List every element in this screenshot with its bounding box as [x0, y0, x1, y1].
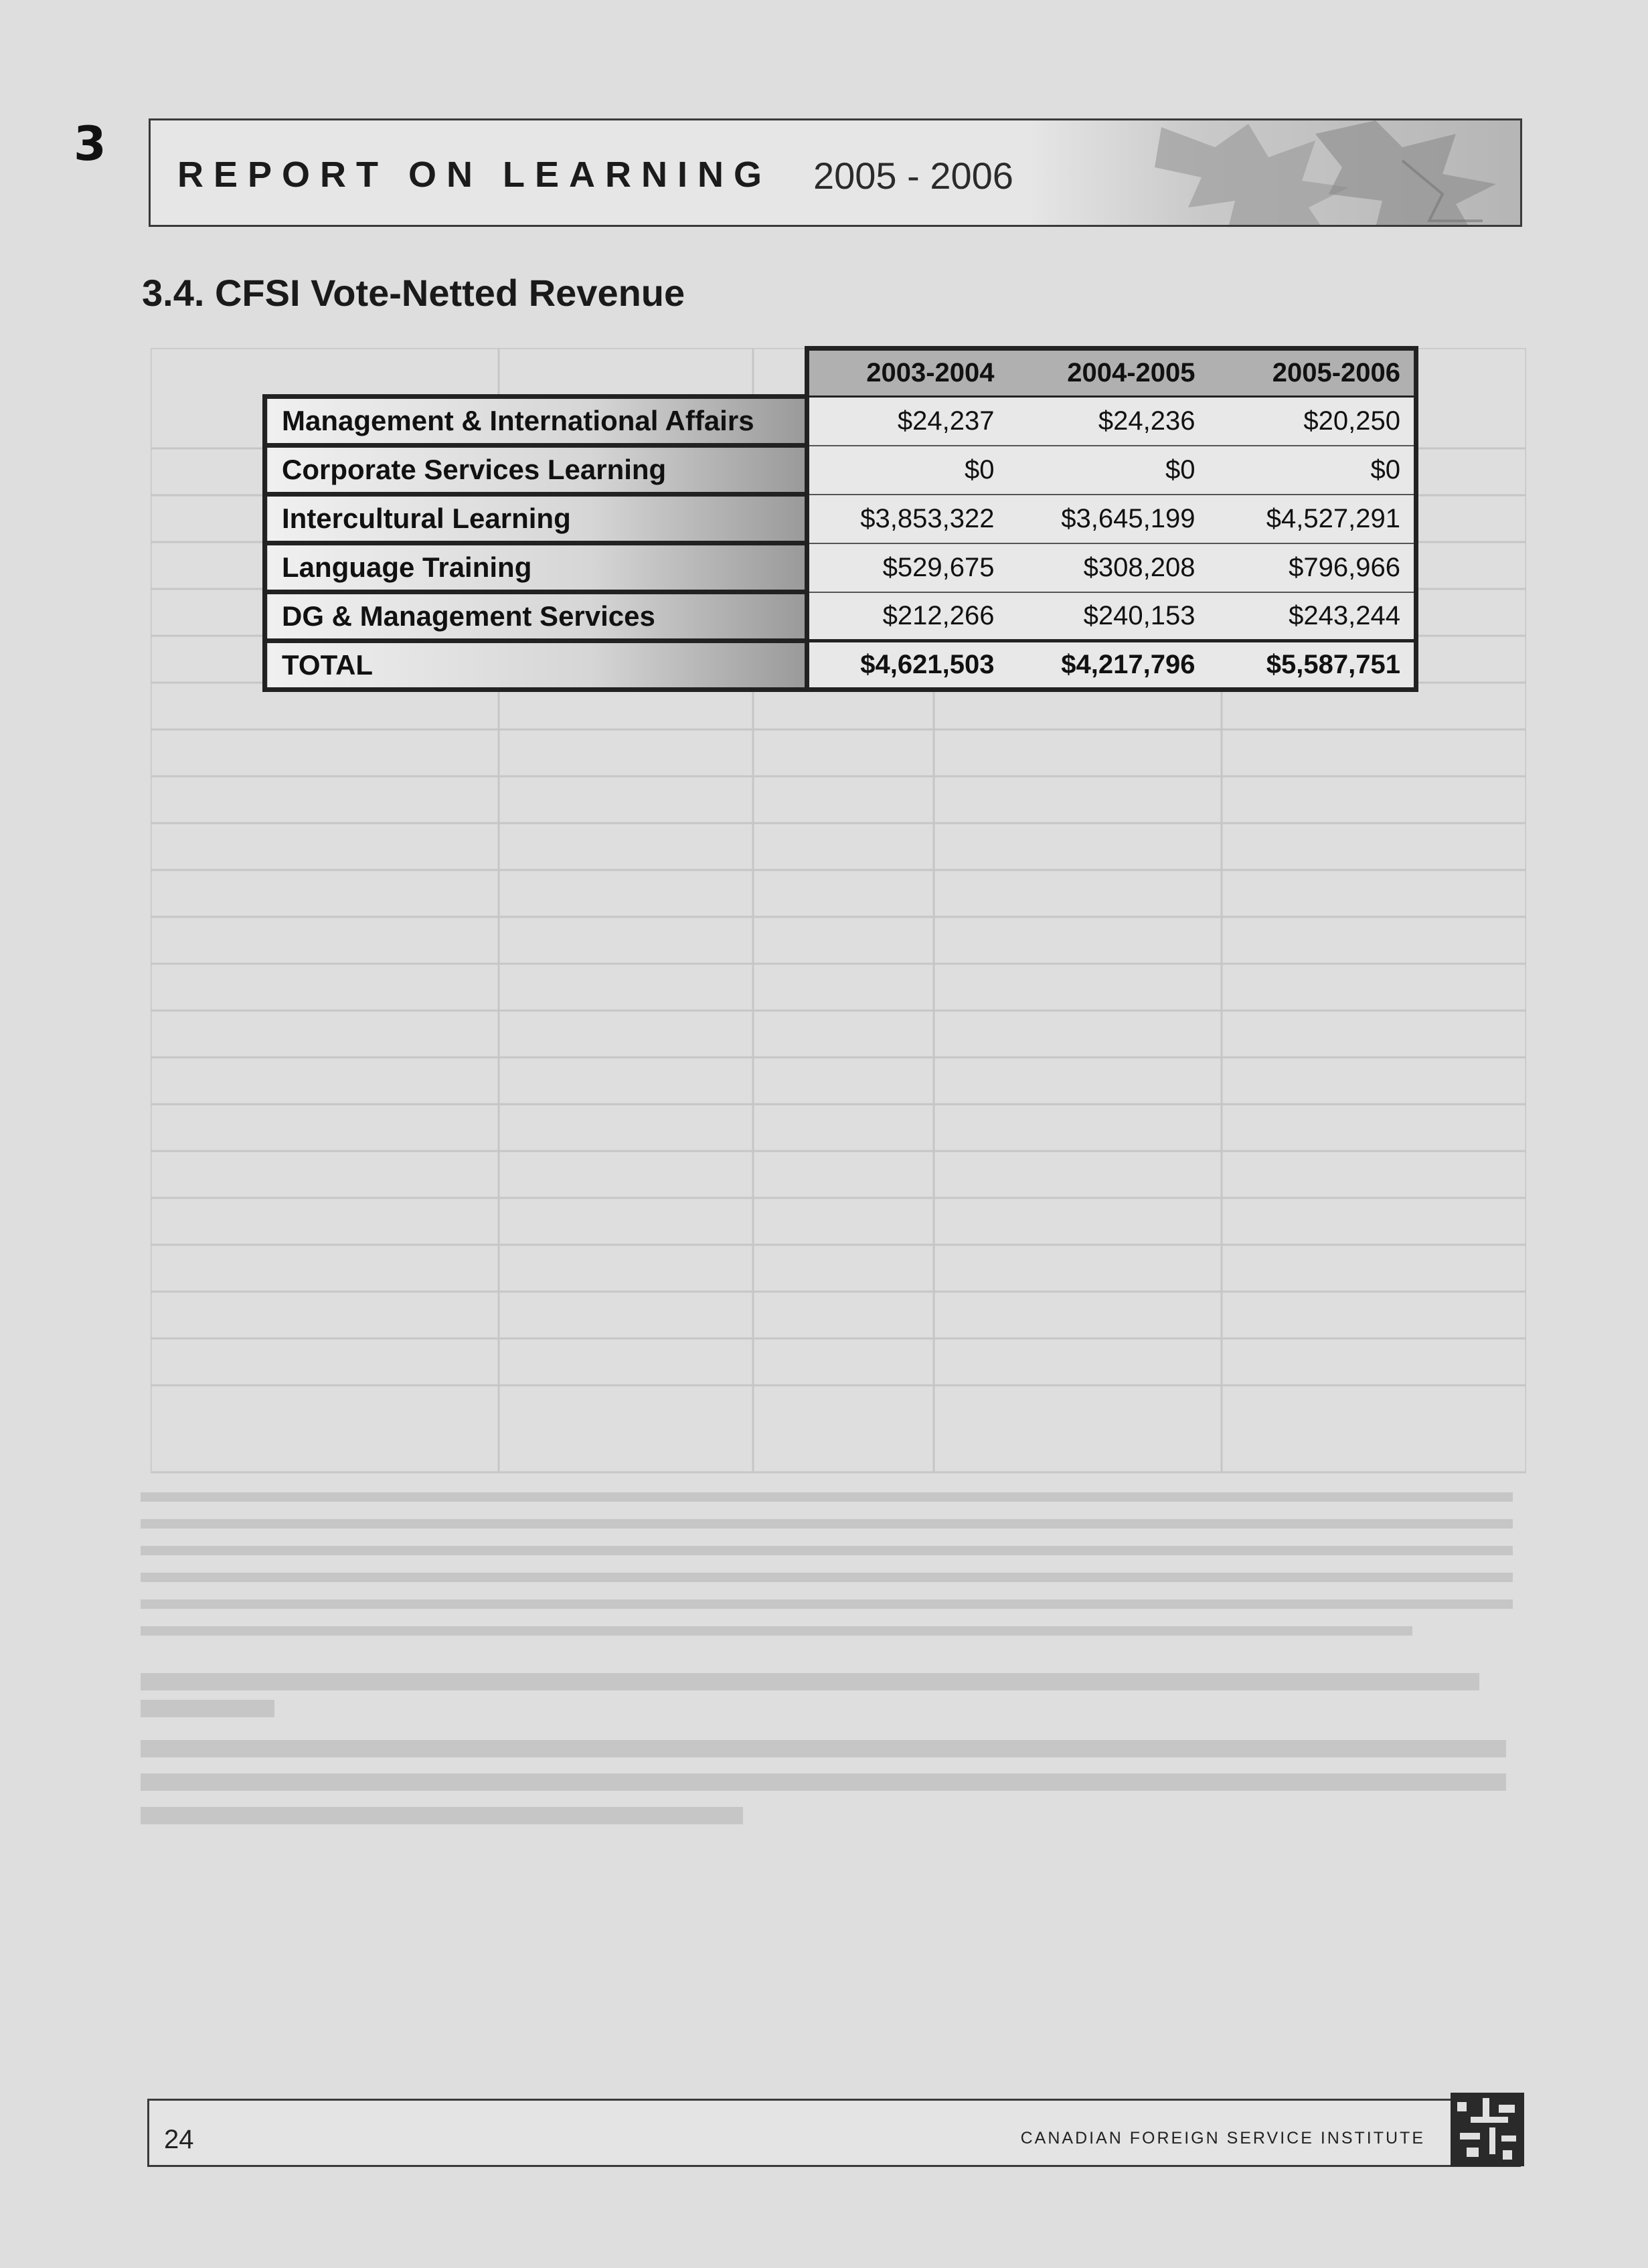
table-cell: $308,208 [1008, 543, 1209, 592]
table-cell: $24,236 [1008, 397, 1209, 446]
table-cell: $20,250 [1209, 397, 1416, 446]
cfsi-logo-icon [1451, 2093, 1524, 2166]
table-cell: $212,266 [807, 592, 1008, 641]
section-title: 3.4. CFSI Vote-Netted Revenue [142, 272, 685, 314]
table-row [265, 446, 1416, 495]
table-cell: $24,237 [807, 397, 1008, 446]
report-years: 2005 - 2006 [813, 155, 1013, 197]
row-label: Corporate Services Learning [265, 446, 807, 495]
row-label: Management & International Affairs [265, 397, 807, 446]
total-cell: $4,217,796 [1008, 641, 1209, 690]
bleed-through-paragraphs [134, 1492, 1526, 1894]
table-header-row [265, 349, 1416, 397]
vote-netted-revenue-table [262, 346, 1418, 692]
table-row [265, 592, 1416, 641]
total-cell: $4,621,503 [807, 641, 1008, 690]
footer-organization: CANADIAN FOREIGN SERVICE INSTITUTE [1020, 2129, 1425, 2148]
page-footer [147, 2099, 1521, 2167]
row-label: DG & Management Services [265, 592, 807, 641]
column-header: 2005-2006 [1209, 349, 1416, 397]
total-cell: $5,587,751 [1209, 641, 1416, 690]
total-label: TOTAL [265, 641, 807, 690]
report-title: REPORT ON LEARNING [177, 155, 772, 195]
report-header-banner [149, 118, 1522, 227]
table-cell: $243,244 [1209, 592, 1416, 641]
table-cell: $796,966 [1209, 543, 1416, 592]
column-header: 2004-2005 [1008, 349, 1209, 397]
table-cell: $4,527,291 [1209, 495, 1416, 543]
table-cell: $240,153 [1008, 592, 1209, 641]
table-total-row [265, 641, 1416, 690]
table-row [265, 397, 1416, 446]
table-cell: $529,675 [807, 543, 1008, 592]
table-cell: $0 [1209, 446, 1416, 495]
chapter-number: 3 [74, 116, 106, 171]
table-row [265, 495, 1416, 543]
maple-leaf-graphic-icon [1027, 120, 1522, 227]
table-cell: $0 [807, 446, 1008, 495]
table-cell: $3,853,322 [807, 495, 1008, 543]
table-corner-cell [265, 349, 807, 397]
table-row [265, 543, 1416, 592]
page-number: 24 [164, 2125, 194, 2154]
table-cell: $0 [1008, 446, 1209, 495]
row-label: Language Training [265, 543, 807, 592]
table-cell: $3,645,199 [1008, 495, 1209, 543]
column-header: 2003-2004 [807, 349, 1008, 397]
row-label: Intercultural Learning [265, 495, 807, 543]
